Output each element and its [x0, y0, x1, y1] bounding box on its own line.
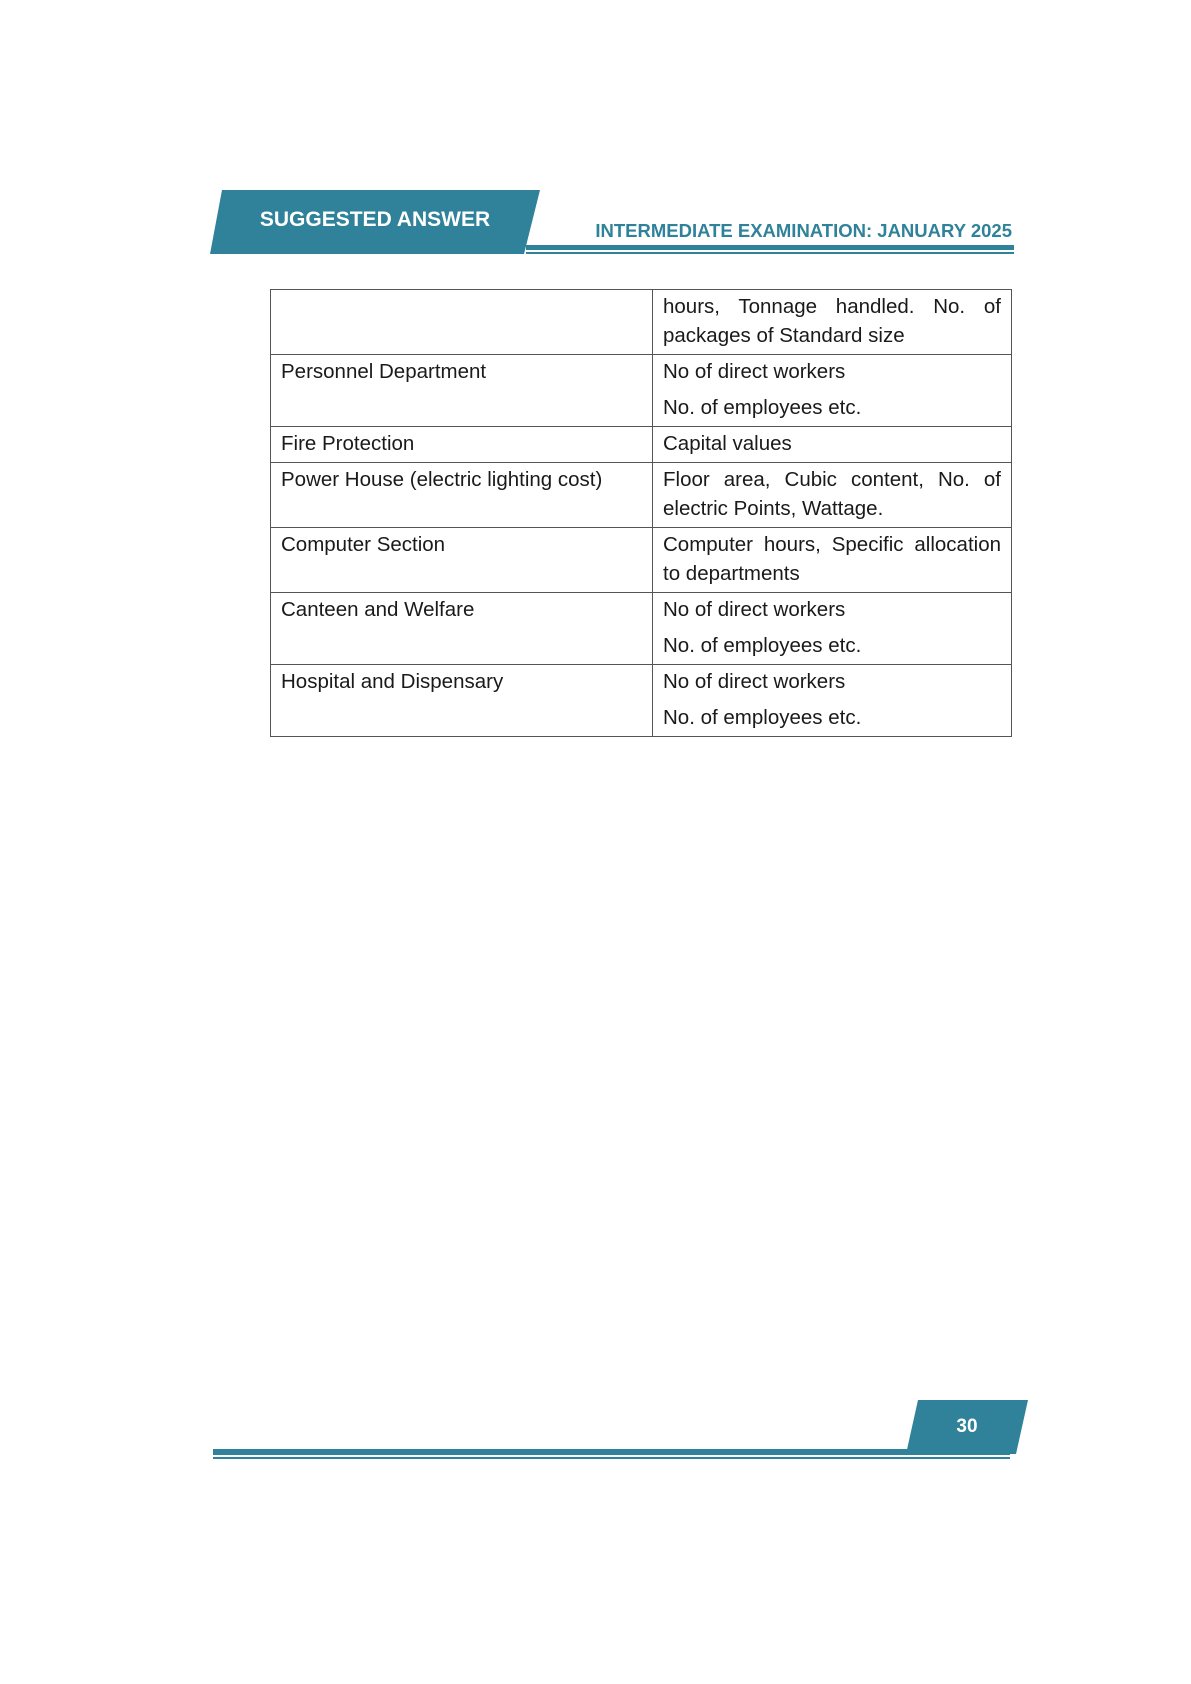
- table-row: [271, 355, 1012, 427]
- table-row: [271, 427, 1012, 463]
- basis-line: No of direct workers: [663, 360, 846, 383]
- basis-line: Floor area, Cubic content, No. of electric Points, Wattage.: [663, 468, 1001, 520]
- department-cell: Canteen and Welfare: [271, 593, 653, 665]
- department-cell: Power House (electric lighting cost): [271, 463, 653, 528]
- basis-line: hours, Tonnage handled. No. of packages of Standard size: [663, 295, 1001, 347]
- department-cell: Computer Section: [271, 528, 653, 593]
- basis-line: No of direct workers: [663, 598, 846, 621]
- table-row: [271, 528, 1012, 593]
- table-row: [271, 290, 1012, 355]
- page-header: [0, 0, 1191, 260]
- basis-cell: [653, 290, 1012, 355]
- basis-cell: [653, 427, 1012, 463]
- table-row: [271, 463, 1012, 528]
- footer-rule-thin: [213, 1457, 1010, 1459]
- basis-line: No. of employees etc.: [663, 396, 862, 419]
- department-cell: Hospital and Dispensary: [271, 665, 653, 737]
- department-cell: [271, 290, 653, 355]
- basis-cell: [653, 593, 1012, 665]
- basis-line: Computer hours, Specific allocation to departments: [663, 533, 1001, 585]
- basis-cell: [653, 528, 1012, 593]
- department-cell: Fire Protection: [271, 427, 653, 463]
- basis-cell: [653, 665, 1012, 737]
- header-rule-thin: [526, 252, 1014, 254]
- basis-line: No of direct workers: [663, 670, 846, 693]
- footer-rule: [213, 1449, 1010, 1455]
- basis-line: Capital values: [663, 432, 792, 455]
- basis-cell: [653, 355, 1012, 427]
- basis-line: No. of employees etc.: [663, 706, 862, 729]
- exam-title: INTERMEDIATE EXAMINATION: JANUARY 2025: [595, 220, 1012, 241]
- table-row: [271, 593, 1012, 665]
- basis-line: No. of employees etc.: [663, 634, 862, 657]
- table-row: [271, 665, 1012, 737]
- allocation-basis-table: [270, 289, 1012, 737]
- page-number: 30: [956, 1416, 978, 1437]
- header-rule: [526, 245, 1014, 250]
- header-tab-label: SUGGESTED ANSWER: [259, 208, 491, 231]
- basis-cell: [653, 463, 1012, 528]
- department-cell: Personnel Department: [271, 355, 653, 427]
